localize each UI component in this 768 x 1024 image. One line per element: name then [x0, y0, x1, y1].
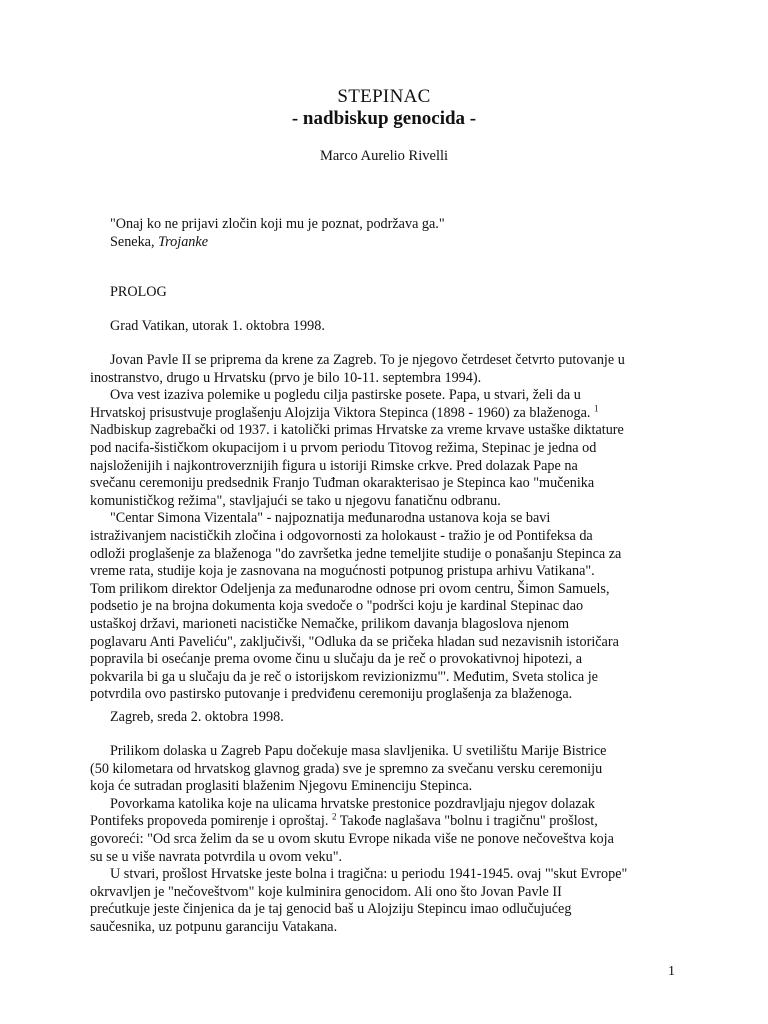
- epigraph-source: [90, 234, 690, 252]
- paragraph-3-line-6: podsetio je na brojna dokumenta koja svedoče o "podršci koju je kardinal Stepinac dao: [90, 598, 584, 615]
- footnote-marker-1[interactable]: 1: [594, 403, 599, 414]
- prolog-heading: PROLOG: [110, 284, 167, 300]
- paragraph-5-line-1: Povorkama katolika koje na ulicama hrvatske prestonice pozdravljaju njegov dolazak: [110, 795, 595, 812]
- paragraph-2-line-2: Hrvatskoj prisustvuje proglašenju Alojzija Viktora Stepinca (1898 - 1960) za blaženoga. $^1$: [90, 403, 599, 421]
- epigraph-source-name: Seneka,: [110, 233, 159, 250]
- footnote-marker-2[interactable]: 2: [331, 811, 337, 822]
- paragraph-5-line-2: Pontifeks propoveda pomirenje i oproštaj. $^2$ Takođe naglašava "bolnu i tragičnu" prošlost,: [90, 811, 598, 830]
- paragraph-4-line-1: Prilikom dolaska u Zagreb Papu dočekuje masa slavljenika. U svetilištu Marije Bistrice: [110, 743, 607, 759]
- paragraph-2-line-1: Ova vest izaziva polemike u pogledu cilja pastirske posete. Papa, u stvari, želi da u: [110, 387, 581, 404]
- epigraph-quote: "Onaj ko ne prijavi zločin koji mu je poznat, podržava ga.": [110, 216, 445, 232]
- paragraph-3-line-10: pokvarila bi ga u slučaju da je reč o istorijskom revizionizmu"'. Međutim, Sveta stolica je: [90, 668, 598, 685]
- date-line-vatican: Grad Vatikan, utorak 1. oktobra 1998.: [110, 318, 325, 334]
- paragraph-2-line-4: pod nacifa-šističkom okupacijom i u prvom periodu Titovog režima, Stepinac je jedna od: [90, 439, 597, 456]
- paragraph-1-line-2: inostranstvo, drugo u Hrvatsku (prvo je bilo 10-11. septembra 1994).: [90, 369, 482, 386]
- paragraph-3-line-2: istraživanjem nacističkih zločina i odgovornosti za holokaust - tražio je od Pontifeksa da: [90, 527, 593, 544]
- paragraph-2-line-3: Nadbiskup zagrebački od 1937. i katolički primas Hrvatske za vreme krvave ustaške diktature: [90, 422, 624, 439]
- body-text-section-1: [90, 352, 690, 704]
- paragraph-3-line-9: popravila bi osećanje prema ovome činu u slučaju da je reč o provokativnoj hipotezi, a: [90, 651, 583, 668]
- paragraph-3-line-1: "Centar Simona Vizentala" - najpoznatija međunarodna ustanova koja se bavi: [110, 510, 551, 527]
- paragraph-1-line-1: Jovan Pavle II se priprema da krene za Zagreb. To je njegovo četrdeset četvrto putovanje u: [110, 352, 625, 368]
- paragraph-4-line-2: (50 kilometara od hrvatskog glavnog grada) sve je spremno za svečanu versku ceremoniju: [90, 760, 603, 777]
- paragraph-6-line-4: saučesnika, uz potpunu garanciju Vatakana.: [90, 918, 338, 935]
- paragraph-3-line-5: Tom prilikom direktor Odeljenja za međunarodne odnose pri ovom centru, Šimon Samuels,: [90, 580, 610, 597]
- epigraph: [90, 216, 690, 251]
- paragraph-3-line-4: vreme rata, studije koja je zasnovana na mogućnosti potpunog pristupa arhivu Vatikana".: [90, 563, 595, 580]
- paragraph-3-line-3: odloži proglašenje za blaženoga "do završetka jedne temeljite studije o ponašanju Stepinca za: [90, 545, 622, 562]
- paragraph-6-line-3: prećutkuje jeste činjenica da je taj genocid baš u Alojziju Stepincu imao odlučujućeg: [90, 901, 572, 918]
- paragraph-6-line-1: U stvari, prošlost Hrvatske jeste bolna i tragična: u periodu 1941-1945. ovaj "'skut Evrope": [110, 866, 628, 883]
- document-title: STEPINAC: [337, 86, 431, 107]
- paragraph-2-line-5: najsloženijih i najkontroverznijih figura u istoriji Rimske crkve. Pred dolazak Pape na: [90, 457, 578, 474]
- paragraph-3-line-8: poglavaru Anti Paveliću", zaključivši, "Odluka da se pričeka hladan sud nezavisnih istoričara: [90, 633, 619, 650]
- paragraph-3-line-11: potvrdila ovo pastirsko putovanje i predviđenu ceremoniju proglašenja za blaženoga.: [90, 686, 573, 703]
- page-number: 1: [668, 964, 675, 979]
- paragraph-4-line-3: koja će sutradan proglasiti blaženim Njegovu Eminenciju Stepinca.: [90, 778, 473, 795]
- author-name: Marco Aurelio Rivelli: [319, 148, 449, 164]
- epigraph-source-work: Trojanke: [158, 233, 208, 250]
- paragraph-5-line-3: govoreći: "Od srca želim da se u ovom skutu Evrope nikada više ne ponove nečoveštva koja: [90, 830, 614, 847]
- paragraph-6-line-2: okrvavljen je "nečoveštvom" koje kulminira genocidom. Ali ono što Jovan Pavle II: [90, 883, 562, 900]
- paragraph-3-line-7: ustaškoj državi, marioneti nacističke Nemačke, prilikom davanja blagoslova njenom: [90, 615, 570, 632]
- body-text-section-2: [90, 743, 690, 937]
- paragraph-2-line-7: komunističkog režima", stavljajući se tako u njegovu fanatičnu odbranu.: [90, 492, 501, 509]
- paragraph-5-line-4: su se u više navrata potvrdila u ovom veku".: [90, 848, 343, 865]
- document-subtitle: - nadbiskup genocida -: [291, 108, 477, 129]
- date-line-zagreb: Zagreb, sreda 2. oktobra 1998.: [110, 709, 284, 725]
- paragraph-2-line-6: svečanu ceremoniju predsednik Franjo Tuđman okarakterisao je Stepinca kao "mučenika: [90, 475, 595, 492]
